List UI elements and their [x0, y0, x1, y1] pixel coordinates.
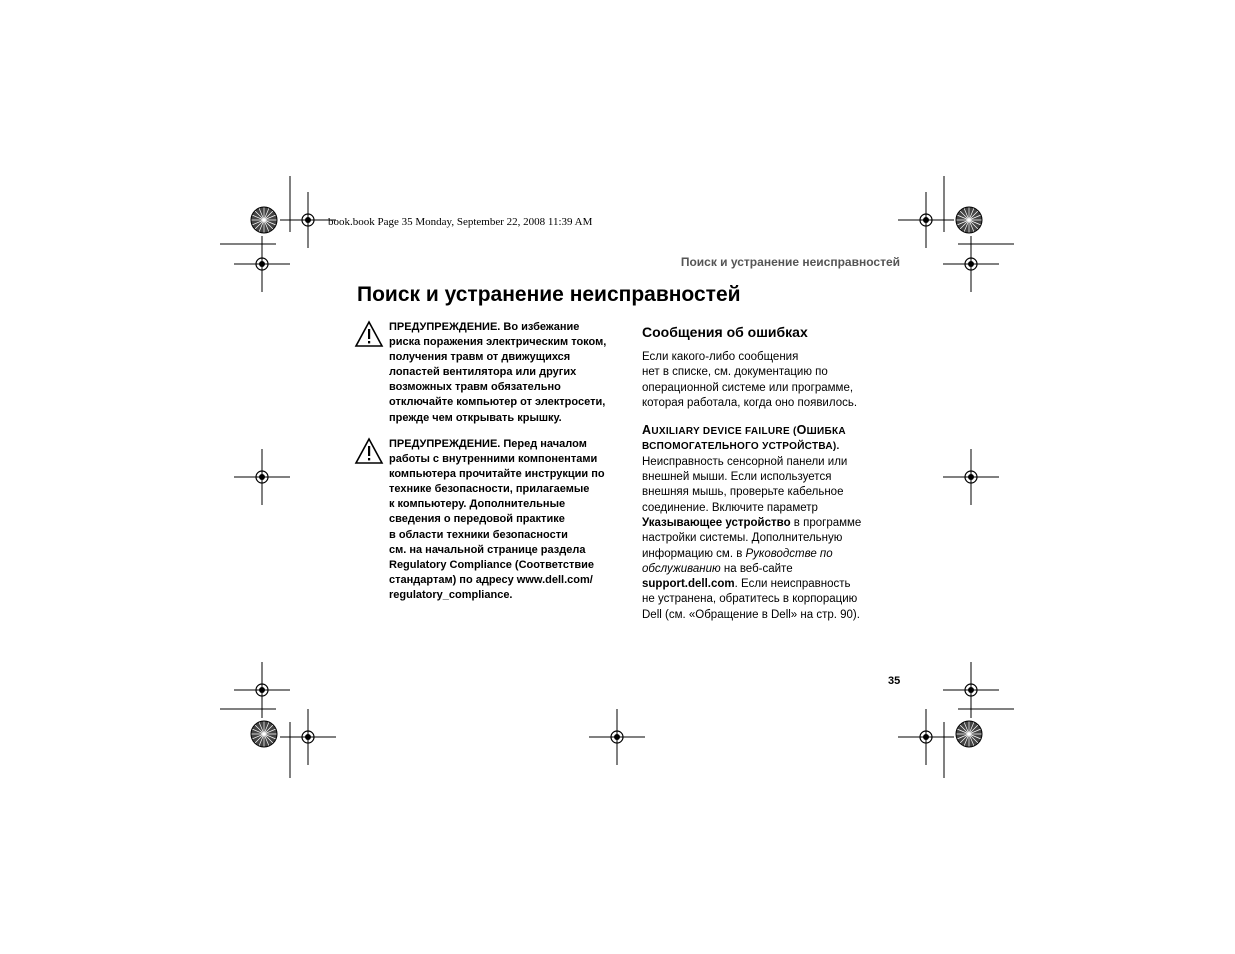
page-title: Поиск и устранение неисправностей — [357, 283, 741, 306]
error-messages-section — [642, 324, 882, 623]
warning-text: ПРЕДУПРЕЖДЕНИЕ. Перед началом работы с внутренними компонентами компьютера прочитайте инструкции по технике безопасности, прилагаемые к компьютеру. Дополнительные сведения о передовой практике в области техники безопасности см. на начальной странице раздела Regulatory Compliance (Соответствие стандартам) по адресу www.dell.com/ regulatory_compliance. — [389, 438, 605, 601]
warning-block — [354, 437, 616, 603]
print-slug: book.book Page 35 Monday, September 22, 2008 11:39 AM — [328, 216, 593, 228]
warning-icon — [354, 320, 384, 348]
warning-icon — [354, 437, 384, 465]
warning-text: ПРЕДУПРЕЖДЕНИЕ. Во избежание риска поражения электрическим током, получения травм от движущихся лопастей вентилятора или других возможных травм обязательно отключайте компьютер от электросети, прежде чем открывать крышку. — [389, 321, 607, 424]
warning-block — [354, 320, 616, 426]
error-description: Неисправность сенсорной панели или внешней мыши. Если используется внешняя мышь, проверьте кабельное соединение. Включите параметр Указывающее устройство в программе настройки системы. Дополнительную информацию см. в Руководстве по обслуживанию на веб-сайте support.dell.com. Если неисправность не устранена, обратитесь в корпорацию Dell (см. «Обращение в Dell» на стр. 90). — [642, 455, 862, 621]
setting-name: Указывающее устройство — [642, 516, 791, 529]
intro-paragraph: Если какого-либо сообщения нет в списке, см. документацию по операционной системе или программе, которая работала, когда оно появилось. — [642, 351, 858, 409]
error-heading: AUXILIARY DEVICE FAILURE (ОШИБКА ВСПОМОГАТЕЛЬНОГО УСТРОЙСТВА). — [642, 423, 846, 453]
running-header: Поиск и устранение неисправностей — [680, 255, 900, 269]
page-number: 35 — [888, 675, 901, 687]
section-title: Сообщения об ошибках — [642, 324, 808, 340]
support-url: support.dell.com — [642, 578, 735, 591]
